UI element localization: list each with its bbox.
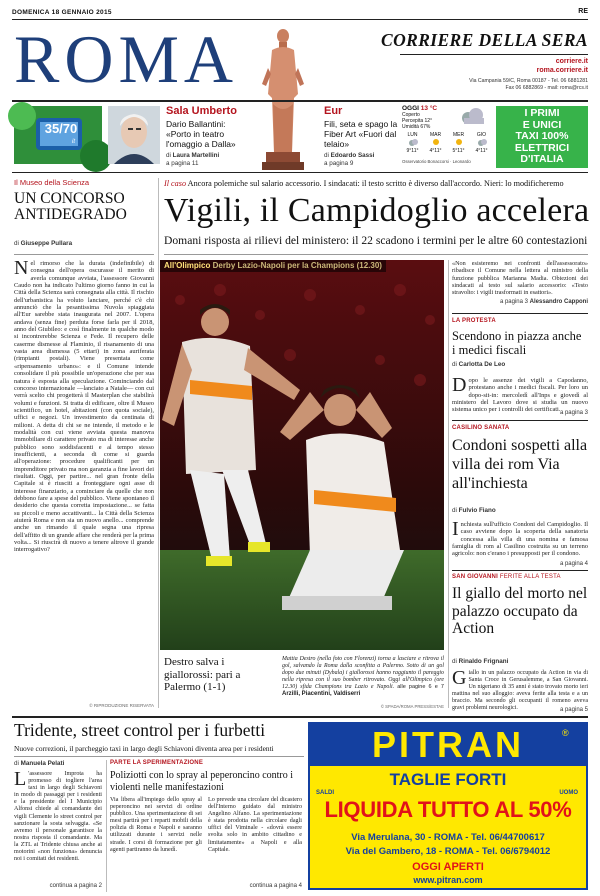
left-kicker: Il Museo della Scienza [14, 178, 90, 187]
promo-mid-kicker: Eur [324, 105, 343, 117]
left-title[interactable]: UN CONCORSO ANTIDEGRADO [14, 190, 127, 223]
story1-title[interactable]: Scendono in piazza anche i medici fiscali [452, 329, 582, 357]
weather-cloud-icon [458, 107, 488, 125]
ballantini-portrait [108, 106, 160, 164]
story2-body: Inchiesta sull'ufficio Condoni del Campidoglio. Il caso avviene dopo la scoperta della sanatoria concessa alla villa di una nomina e famosa famiglia di rom al Casilino costruita su un terreno agricolo: non c'erano i presupposti per il condono. [452, 518, 588, 558]
radio-logo-text: 35/70 [44, 121, 78, 136]
weather-day-4: GIO 4°11° [475, 132, 488, 154]
story3-kicker: SAN GIOVANNI FERITE ALLA TESTA [452, 574, 561, 580]
story2-page: a pagina 4 [559, 561, 588, 567]
taxi-ad-line2: E UNICI [522, 118, 562, 131]
match-photo[interactable] [160, 260, 444, 650]
taxi-ad-line4: ELETTRICI [514, 141, 570, 154]
taxi-ad[interactable] [496, 106, 588, 168]
mid-body-col1: Via libera all'impiego dello spray al peperoncino nei servizi di ordine pubblico. Una sperimentazione di sei mesi partirà per i reparti mobili della polizia di Roma e Napoli e saranno utilizzati durante i servizi nelle strade. I corsi di formazione per gli agenti partiranno da lunedì. [110, 797, 202, 853]
story2-dropcap: I [452, 518, 459, 540]
pitran-uomo: UOMO [559, 790, 578, 796]
weather-temp: 13 °C [420, 105, 438, 112]
promo-left-page: a pagina 11 [166, 160, 199, 167]
mid-body-col2: Lo prevede una circolare del dicastero dell'Interno guidato dal ministro Angelino Alfano. La sperimentazione è stata prodotta nella circolare dagli uffici del Viminale - «dovrà essere svolta solo in ambito cittadino e limitatamente» a Napoli e alla Capitale. [208, 797, 302, 853]
main-headline[interactable]: Vigili, il Campidoglio accelera [164, 192, 590, 229]
pitran-tagline: TAGLIE FORTI [389, 770, 507, 789]
story1-page: a pagina 3 [559, 410, 588, 416]
bottom-byline: di Manuela Pelati [14, 760, 65, 767]
bottom-body: L 'assessore Improta ha promesso di togliere l'area taxi in largo degli Schiavoni in modo di passaggi per i residenti e la presidente del I Municipio Alfonsi chiede al comandante dei vigili Clemente lo street control per sanzionare la sosta selvaggia. «Se avremo il personale garantisce la nostra risposta il comandante. Ma la ZTL ai Tridente chiusa anche ai motorini «non funziona» denuncia noi i comitati dei residenti. [14, 768, 102, 863]
pitran-brand: PITRAN [372, 724, 524, 765]
photo-credit: © SPADA/ROMA PRESS/ESTAE [380, 704, 444, 709]
newspaper-name: CORRIERE DELLA SERA [381, 30, 588, 50]
cloud-icon [407, 138, 419, 146]
football-photo [160, 260, 444, 650]
pitran-saldi: SALDI [316, 790, 334, 796]
cloud-icon [476, 138, 488, 146]
right-intro: «Non esisteremo nei confronti dell'assessorato» ribadisce il Comune nella lettera al ministro della funzione pubblica Marianna Madia. Obiezioni dei sindacati al testo sul salario accessorio: «Testo stravolto: i vigili trasformati in esattori». [452, 260, 588, 297]
story1-dropcap: D [452, 374, 467, 396]
weather-cond2: Percepita 12° [402, 118, 433, 124]
taxi-ad-line5: D'ITALIA [520, 153, 564, 165]
promo-mid-text[interactable]: Fili, seta e spago la Fiber Art «Fuori dal telaio» [324, 119, 398, 149]
radio-logo[interactable] [14, 106, 102, 164]
date: DOMENICA 18 GENNAIO 2015 [12, 9, 112, 16]
photo-overlay-label[interactable]: All'Olimpico Derby Lazio-Napoli per la Champions (12.30) [160, 260, 386, 272]
left-signature: © RIPRODUZIONE RISERVATA [89, 703, 154, 708]
story1-body: Dopo le assenze dei vigili a Capodanno, protestano anche i medici fiscali. Per loro un dopo-sit-in: mercoledì all'Inps e giovedì al ministero del Lavoro dove si studia un nuovo sistema unico per i controlli dei certificati. [452, 374, 588, 414]
mid-cont: continua a pagina 4 [249, 883, 302, 889]
weather-day-1: LUN 9°11° [406, 132, 419, 154]
story1-kicker: LA PROTESTA [452, 318, 496, 324]
bottom-headline[interactable]: Tridente, street control per i furbetti [14, 720, 266, 740]
weather-cond1: Coperto [402, 112, 420, 118]
promo-left-byline: di Laura Martellini [166, 152, 220, 159]
main-lead-in: Il caso Ancora polemiche sul salario accessorio. I sindacati: il testo scritto è diverso dall'accordo. Nieri: lo modificheremo [164, 179, 564, 188]
weather-box [402, 105, 492, 167]
story2-byline: di Fulvio Fiano [452, 507, 496, 514]
address: Via Campania 59/C, Roma 00187 - Tel. 06 6881281 [469, 78, 588, 84]
web-link-corriere[interactable]: corriere.it [555, 58, 588, 65]
taxi-ad-line3: TAXI 100% [515, 130, 569, 142]
bottom-dropcap: L [14, 768, 27, 790]
mid-kicker: PARTE LA SPERIMENTAZIONE [110, 760, 204, 766]
left-body: Nel rimorso che la durata (indefinibile) di consegna dell'opera oscurasse il merito di averla comunque avviata, l'assessore Giovanni Caudo non ha indicato l'ultimo giorno fanno in cui la Città della Scienza sarà consegnata alla città. Il rischio dell'urbanistica ha voluto lanciare, perché c'è chi annunciò che la pesantissima Nuvola spiaggiata all'Eur sarebbe stata inaugurata nel 2007. L'opera andava (senza fine) perduta forse farla per il 2018, anno del Giubileo: e così finalmente in qualche modo si incontrerebbe Scienza e Fede. Il recupero delle caserme dismesse al Flaminio, il risanamento di una vasta area dismessa (5 ettari) in zona auriferata (rimpianti postali). Viene presentata come «ripensamento urbano»: e il Comune intende consolidare il più possibile un'operazione che per sua natura è esposta alla speculazione. Cominciando dal concorso internazionale —lanciato a Natale— con cui verrà scelto chi progetterà il Masterplan che stabilirà volumi e funzioni. Si tratta di edificare, oltre il Museo scientifico, un hotel, abitazioni (con quota sociale), uffici e negozi. Un investimento da centinaia di milioni. A detta di chi se ne intende, il metodo e le modalità con cui viene avviata questa manovra immobiliare di carattere privato ma di interesse anche pubblico sono soddisfacenti e al tempo stesso insufficienti, a seconda di come si guarda all'operazione: procedure qualificanti per un imprenditore privato ma non garanzia a fine lavori dei risultati. Oggi, per partire... nel gran fronte della Capitale si è riusciti a fronteggiare ogni asse di interesse finanziario, a cominciare da quelle che non debbono fare a spese del pubblico. Viene spontaneo il desiderio che questa corretta impostazione... se fatta su piccoli e meno accattivanti... la Città della Scienza aiuterà Roma e non sia un nuovo anello... comprende anche un rimando il quale segna una ripresa dell'affitto di un grande affare che renderà per la prima volta... Si riuscirà di nuovo a tenere altrove il grande interrogativo? [14, 257, 154, 554]
web-link-roma[interactable]: roma.corriere.it [536, 67, 588, 74]
story3-body: Giallo in un palazzo occupato da Action in via di Santa Croce in Gerusalemme, a San Giovanni. Un nigeriano di 35 anni è stato trovato morto ieri mattina nel suo alloggio: aveva ferite alla testa e a un braccio. Ma secondo gli occupanti il romeno aveva gravi problemi neurologici. [452, 667, 588, 711]
mid-title[interactable]: Poliziotti con lo spray al peperoncino contro i violenti nelle manifestazioni [110, 770, 294, 793]
bottom-cont: continua a pagina 2 [49, 883, 102, 889]
story1-byline: di Carlotta De Leo [452, 361, 506, 368]
story3-dropcap: G [452, 667, 467, 689]
right-intro-ref: a pagina 3 Alessandro Capponi [499, 299, 588, 305]
promo-left-name: Dario Ballantini: [166, 119, 226, 129]
weather-title: OGGI [402, 105, 419, 112]
bottom-subhead: Nuove correzioni, il parcheggio taxi in largo degli Schiavoni diventa area per i residenti [14, 744, 274, 753]
pitran-address-1: Via Merulana, 30 - ROMA - Tel. 06/44700617 [351, 832, 545, 843]
weather-day-3: MER 5°11° [452, 132, 465, 154]
statue-illustration [258, 24, 308, 172]
story2-title[interactable]: Condoni sospetti alla villa dei rom Via all'inchiesta [452, 437, 588, 492]
pitran-web[interactable]: www.pitran.com [413, 875, 483, 885]
pitran-ad[interactable] [308, 722, 588, 890]
photo-caption-title[interactable]: Destro salva i giallorossi: pari a Palermo (1-1) [164, 656, 241, 693]
promo-mid-byline: di Edoardo Sassi [324, 152, 375, 159]
pitran-reg: ® [562, 728, 569, 738]
city-title: ROMA [14, 21, 239, 97]
radio-logo-suffix: it [72, 139, 75, 145]
story3-title[interactable]: Il giallo del morto nel palazzo occupato da Action [452, 585, 588, 637]
left-dropcap: N [14, 257, 29, 279]
weather-day-2: MAR 4°11° [429, 132, 442, 154]
promo-left-quote[interactable]: «Porto in teatro l'omaggio a Dalla» [166, 129, 236, 149]
main-subhead: Domani risposta ai rilievi del ministero: il 22 scadono i termini per le altre 60 contestazioni [164, 234, 588, 247]
issue-code: RE [578, 8, 588, 15]
pitran-open: OGGI APERTI [412, 861, 484, 873]
weather-cond3: Umidità 67% [402, 124, 431, 130]
story3-page: a pagina 5 [559, 707, 588, 713]
promo-mid-page: a pagina 9 [324, 160, 354, 167]
sun-icon [430, 138, 442, 146]
story2-kicker: CASILINO SANATA [452, 425, 510, 431]
fax: Fax 06 6882869 - mail: roma@rcs.it [505, 85, 588, 91]
pitran-liquida: LIQUIDA TUTTO AL 50% [324, 797, 572, 822]
pitran-address-2: Via del Gambero, 18 - ROMA - Tel. 06/6794012 [345, 846, 551, 857]
left-byline: di Giuseppe Pullara [14, 240, 73, 247]
taxi-ad-line1: I PRIMI [524, 107, 560, 119]
story3-byline: di Rinaldo Frignani [452, 658, 509, 665]
promo-left-kicker: Sala Umberto [166, 105, 237, 117]
weather-credit: Osservatorio Bonaccorsi · Leonardo [402, 159, 471, 164]
photo-caption-text: Mattia Destro (nella foto con Florenzi) torna a lasciare e ritrova il gol, salvando la Roma dalla sconfitta a Palermo. Sotto di un gol dopo due minuti (Dybala) i giallorossi hanno raggiunto il pareggio nella ripresa con il suo bomber ritrovato. Oggi all'Olimpico (ore 12.30) sfida Champions tra Lazio e Napoli. alle pagine 6 e 7 Arzilli, Piacentini, Valdiserri [282, 656, 444, 697]
sun-icon [453, 138, 465, 146]
